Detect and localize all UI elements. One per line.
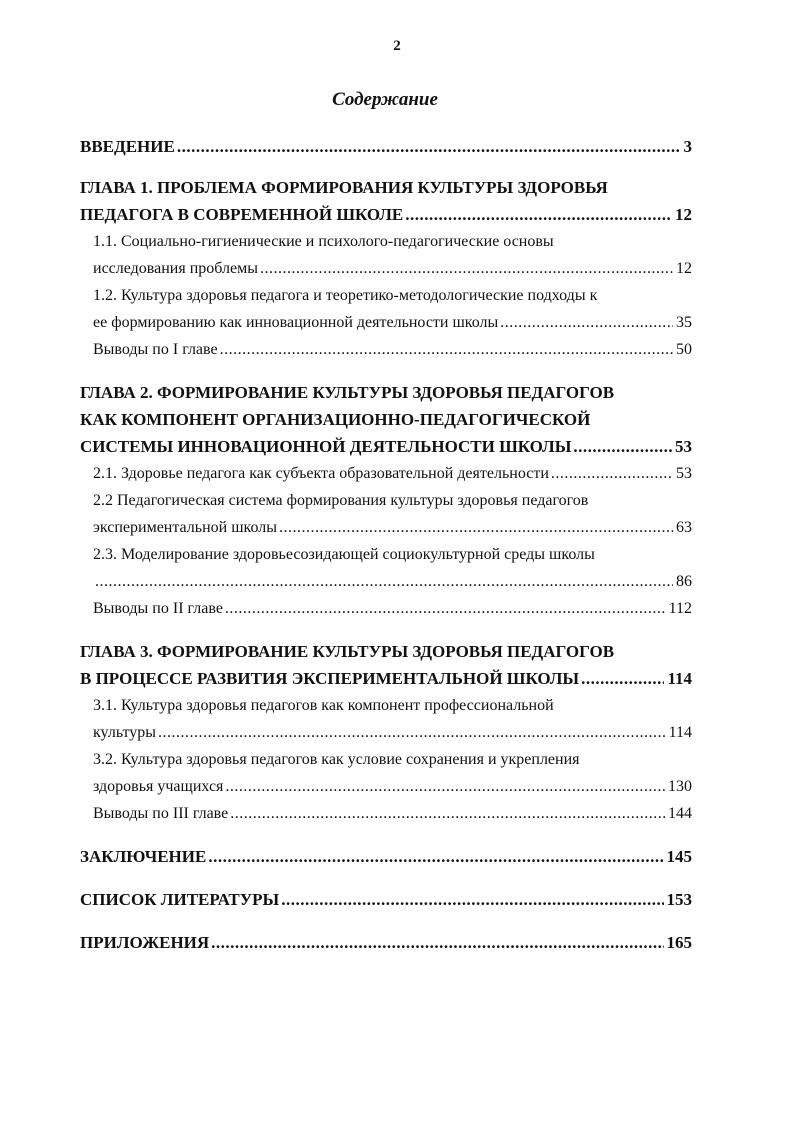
- toc-page-number: 130: [668, 778, 692, 795]
- toc-entry-title-cont: экспериментальной школы: [93, 519, 277, 536]
- toc-page-number: 114: [668, 724, 692, 741]
- toc-entry-title: 1.1. Социально-гигиенические и психолого-педагогические основы: [93, 233, 554, 250]
- toc-entry-title: 2.3. Моделирование здоровьесозидающей социокультурной среды школы: [93, 546, 595, 563]
- toc-entry-title-cont: здоровья учащихся: [93, 778, 224, 795]
- toc-entry-appendices[interactable]: [80, 929, 692, 956]
- toc-page-number: 63: [676, 519, 692, 536]
- toc-entry-title-cont: КАК КОМПОНЕНТ ОРГАНИЗАЦИОННО-ПЕДАГОГИЧЕСКОЙ: [80, 410, 591, 429]
- toc-entry-chapter-1[interactable]: [80, 174, 692, 228]
- toc-entry-title: ГЛАВА 3. ФОРМИРОВАНИЕ КУЛЬТУРЫ ЗДОРОВЬЯ ПЕДАГОГОВ: [80, 642, 615, 661]
- toc-page-number: 86: [676, 573, 692, 590]
- toc-entry-title: 2.2 Педагогическая система формирования культуры здоровья педагогов: [93, 492, 589, 509]
- toc-entry-conclusions-1[interactable]: [93, 336, 692, 363]
- toc-entry-title-cont: В ПРОЦЕССЕ РАЗВИТИЯ ЭКСПЕРИМЕНТАЛЬНОЙ ШКОЛЫ: [80, 669, 580, 688]
- dot-leader: [500, 309, 673, 336]
- table-of-contents: [80, 133, 692, 956]
- toc-entry-title: ПРИЛОЖЕНИЯ: [80, 933, 210, 952]
- toc-entry-section-3-2[interactable]: [93, 746, 692, 800]
- dot-leader: [225, 773, 665, 800]
- toc-entry-conclusion[interactable]: [80, 843, 692, 870]
- toc-page-number: 145: [666, 847, 692, 866]
- dot-leader: [230, 800, 665, 827]
- dot-leader: [281, 886, 663, 913]
- toc-entry-title: 3.2. Культура здоровья педагогов как условие сохранения и укрепления: [93, 751, 580, 768]
- toc-page-number: 12: [676, 260, 692, 277]
- toc-entry-title-cont: исследования проблемы: [93, 260, 258, 277]
- dot-leader: [581, 665, 664, 692]
- toc-entry-intro[interactable]: [80, 133, 692, 160]
- toc-entry-title: ГЛАВА 1. ПРОБЛЕМА ФОРМИРОВАНИЯ КУЛЬТУРЫ ЗДОРОВЬЯ: [80, 178, 608, 197]
- dot-leader: [573, 433, 672, 460]
- toc-entry-chapter-3[interactable]: [80, 638, 692, 692]
- dot-leader: [260, 255, 673, 282]
- toc-entry-title: ВВЕДЕНИЕ: [80, 137, 175, 156]
- toc-entry-chapter-2[interactable]: [80, 379, 692, 460]
- toc-entry-title: 1.2. Культура здоровья педагога и теоретико-методологические подходы к: [93, 287, 598, 304]
- dot-leader: [220, 336, 673, 363]
- toc-entry-section-2-1[interactable]: [93, 460, 692, 487]
- toc-entry-title: ЗАКЛЮЧЕНИЕ: [80, 847, 207, 866]
- toc-page-number: 114: [667, 669, 692, 688]
- dot-leader: [405, 201, 672, 228]
- toc-page-number: 3: [683, 137, 692, 156]
- toc-entry-section-1-2[interactable]: [93, 282, 692, 336]
- toc-entry-title: Выводы по III главе: [93, 805, 229, 822]
- toc-entry-title: СПИСОК ЛИТЕРАТУРЫ: [80, 890, 280, 909]
- toc-entry-conclusions-3[interactable]: [93, 800, 692, 827]
- toc-entry-section-1-1[interactable]: [93, 228, 692, 282]
- toc-entry-title-cont: ее формированию как инновационной деятельности школы: [93, 314, 499, 331]
- toc-entry-section-2-3[interactable]: [93, 541, 692, 595]
- toc-entry-title: Выводы по II главе: [93, 600, 223, 617]
- toc-page-number: 112: [668, 600, 692, 617]
- toc-title: Содержание: [332, 89, 438, 110]
- dot-leader: [551, 460, 673, 487]
- dot-leader: [208, 843, 663, 870]
- toc-entry-title: 3.1. Культура здоровья педагогов как компонент профессиональной: [93, 697, 554, 714]
- dot-leader: [279, 514, 673, 541]
- toc-page-number: 165: [666, 933, 692, 952]
- toc-entry-title: 2.1. Здоровье педагога как субъекта образовательной деятельности: [93, 465, 549, 482]
- toc-entry-title: Выводы по I главе: [93, 341, 218, 358]
- toc-page-number: 53: [675, 437, 692, 456]
- toc-page-number: 12: [675, 205, 692, 224]
- toc-entry-section-3-1[interactable]: [93, 692, 692, 746]
- toc-entry-title-cont: ПЕДАГОГА В СОВРЕМЕННОЙ ШКОЛЕ: [80, 205, 404, 224]
- dot-leader: [95, 568, 673, 595]
- page-number: 2: [393, 38, 401, 54]
- toc-page-number: 153: [666, 890, 692, 909]
- toc-page-number: 50: [676, 341, 692, 358]
- toc-page-number: 53: [676, 465, 692, 482]
- toc-entry-title-cont: культуры: [93, 724, 157, 741]
- toc-entry-references[interactable]: [80, 886, 692, 913]
- dot-leader: [211, 929, 663, 956]
- dot-leader: [177, 133, 681, 160]
- toc-page-number: 144: [668, 805, 692, 822]
- dot-leader: [158, 719, 666, 746]
- toc-entry-section-2-2[interactable]: [93, 487, 692, 541]
- toc-entry-title-cont: СИСТЕМЫ ИННОВАЦИОННОЙ ДЕЯТЕЛЬНОСТИ ШКОЛЫ: [80, 437, 572, 456]
- toc-entry-title: ГЛАВА 2. ФОРМИРОВАНИЕ КУЛЬТУРЫ ЗДОРОВЬЯ ПЕДАГОГОВ: [80, 383, 615, 402]
- toc-page-number: 35: [676, 314, 692, 331]
- dot-leader: [225, 595, 666, 622]
- toc-entry-conclusions-2[interactable]: [93, 595, 692, 622]
